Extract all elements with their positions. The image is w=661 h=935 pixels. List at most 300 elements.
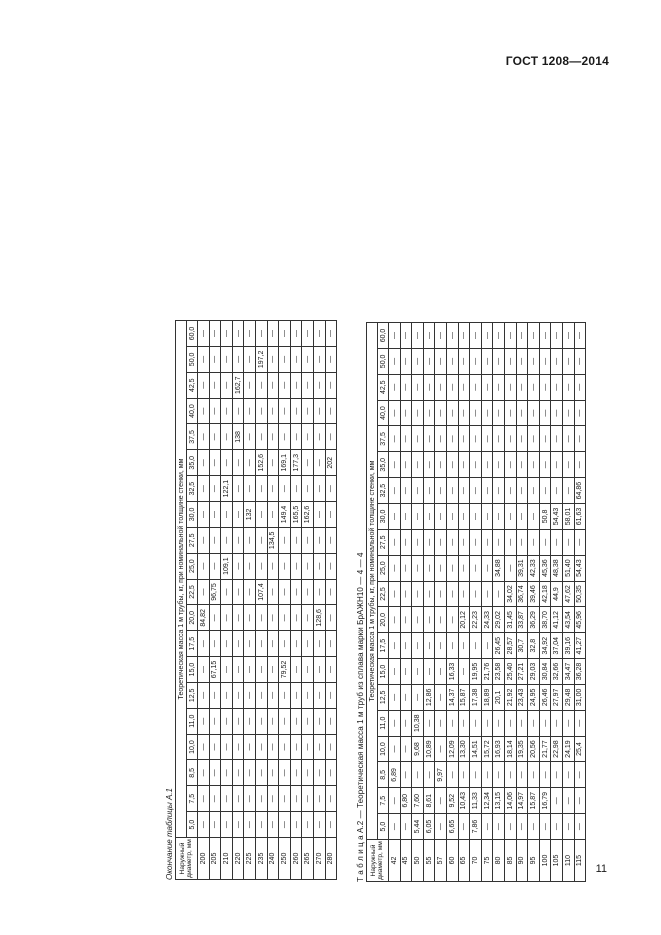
diameter-cell: 265 <box>302 838 314 880</box>
mass-cell: — <box>562 762 574 788</box>
mass-cell: — <box>423 400 435 426</box>
mass-cell: 6,65 <box>446 814 458 840</box>
mass-cell: — <box>412 348 424 374</box>
mass-cell: — <box>481 581 493 607</box>
table-row <box>221 321 233 880</box>
mass-cell: — <box>504 814 516 840</box>
mass-cell: — <box>435 607 447 633</box>
mass-cell: — <box>539 452 551 478</box>
mass-cell: — <box>516 400 528 426</box>
mass-cell: — <box>504 555 516 581</box>
mass-cell: — <box>504 710 516 736</box>
mass-cell: — <box>302 708 314 734</box>
thickness-column-header: 42,5 <box>187 372 198 398</box>
mass-cell: — <box>446 400 458 426</box>
table-row <box>481 323 493 882</box>
thickness-column-header: 25,0 <box>378 555 389 581</box>
mass-cell: — <box>435 478 447 504</box>
mass-cell: — <box>562 374 574 400</box>
mass-cell: — <box>267 372 279 398</box>
mass-cell: 162,7 <box>232 372 244 398</box>
mass-cell: 54,43 <box>574 555 586 581</box>
mass-cell: — <box>400 400 412 426</box>
mass-cell: — <box>458 426 470 452</box>
mass-cell: — <box>412 426 424 452</box>
mass-cell: — <box>198 760 210 786</box>
mass-cell: — <box>470 710 482 736</box>
thickness-column-header: 30,0 <box>378 504 389 530</box>
mass-cell: — <box>551 762 563 788</box>
mass-cell: 34,02 <box>504 581 516 607</box>
mass-cell: — <box>209 708 221 734</box>
mass-cell: — <box>198 372 210 398</box>
mass-cell: — <box>221 579 233 605</box>
mass-cell: — <box>412 581 424 607</box>
table-a1 <box>175 320 337 880</box>
mass-cell: — <box>313 760 325 786</box>
mass-cell: — <box>209 631 221 657</box>
mass-cell: 21,92 <box>504 684 516 710</box>
table-row <box>400 323 412 882</box>
table-row <box>446 323 458 882</box>
mass-cell: — <box>412 374 424 400</box>
diameter-cell: 95 <box>528 840 540 882</box>
mass-cell: — <box>400 736 412 762</box>
mass-cell: — <box>470 323 482 349</box>
mass-cell: — <box>209 760 221 786</box>
mass-cell: — <box>562 348 574 374</box>
mass-cell: — <box>504 400 516 426</box>
mass-cell: — <box>516 348 528 374</box>
diameter-cell: 50 <box>412 840 424 882</box>
mass-cell: — <box>279 760 291 786</box>
mass-cell: — <box>255 502 267 528</box>
mass-cell: 122,1 <box>221 476 233 502</box>
mass-cell: — <box>493 400 505 426</box>
mass-cell: — <box>551 814 563 840</box>
mass-cell: — <box>313 553 325 579</box>
mass-cell: 12,09 <box>446 736 458 762</box>
mass-cell: — <box>412 762 424 788</box>
mass-cell: — <box>400 452 412 478</box>
mass-cell: — <box>574 814 586 840</box>
mass-cell: — <box>574 710 586 736</box>
mass-cell: — <box>528 323 540 349</box>
diameter-cell: 205 <box>209 838 221 880</box>
diameter-cell: 65 <box>458 840 470 882</box>
mass-cell: — <box>232 579 244 605</box>
mass-cell: 7,86 <box>470 814 482 840</box>
mass-cell: — <box>423 529 435 555</box>
mass-cell: — <box>574 452 586 478</box>
mass-cell: 14,51 <box>470 736 482 762</box>
mass-cell: — <box>290 708 302 734</box>
mass-cell: — <box>400 426 412 452</box>
mass-cell: 22,23 <box>470 607 482 633</box>
mass-cell: — <box>302 631 314 657</box>
mass-cell: — <box>504 452 516 478</box>
mass-cell: — <box>493 814 505 840</box>
mass-cell: — <box>302 476 314 502</box>
mass-cell: — <box>423 710 435 736</box>
mass-cell: — <box>400 348 412 374</box>
mass-cell: — <box>551 529 563 555</box>
mass-cell: — <box>516 323 528 349</box>
table-row <box>302 321 314 880</box>
mass-cell: — <box>279 321 291 347</box>
mass-cell: — <box>221 760 233 786</box>
thickness-column-header: 10,0 <box>187 734 198 760</box>
thickness-column-header: 60,0 <box>187 321 198 347</box>
mass-cell: — <box>389 400 401 426</box>
mass-cell: — <box>267 734 279 760</box>
mass-cell: 50,8 <box>539 504 551 530</box>
mass-cell: 33,87 <box>516 607 528 633</box>
mass-cell: — <box>279 424 291 450</box>
mass-cell: — <box>209 398 221 424</box>
mass-cell: — <box>400 504 412 530</box>
mass-cell: — <box>551 426 563 452</box>
mass-cell: — <box>244 476 256 502</box>
diameter-cell: 115 <box>574 840 586 882</box>
table-row <box>267 321 279 880</box>
mass-cell: 11,33 <box>470 788 482 814</box>
mass-cell: — <box>470 426 482 452</box>
mass-cell: — <box>313 502 325 528</box>
mass-cell: — <box>221 527 233 553</box>
mass-cell: — <box>446 452 458 478</box>
mass-cell: — <box>458 478 470 504</box>
mass-cell: — <box>516 478 528 504</box>
mass-cell: — <box>209 527 221 553</box>
mass-cell: — <box>389 607 401 633</box>
mass-cell: — <box>446 633 458 659</box>
mass-cell: — <box>423 607 435 633</box>
mass-cell: 26,46 <box>539 684 551 710</box>
mass-cell: — <box>290 760 302 786</box>
mass-cell: — <box>302 760 314 786</box>
mass-cell: — <box>458 581 470 607</box>
mass-cell: — <box>279 346 291 372</box>
mass-cell: — <box>446 581 458 607</box>
mass-cell: — <box>244 527 256 553</box>
mass-cell: — <box>198 346 210 372</box>
mass-cell: — <box>279 579 291 605</box>
mass-cell: — <box>446 504 458 530</box>
mass-cell: 16,93 <box>493 736 505 762</box>
thickness-column-header: 5,0 <box>378 814 389 840</box>
mass-cell: — <box>446 762 458 788</box>
mass-cell: — <box>551 788 563 814</box>
mass-cell: — <box>423 478 435 504</box>
mass-cell: — <box>221 605 233 631</box>
mass-cell: — <box>325 812 337 838</box>
thickness-column-header: 22,5 <box>187 579 198 605</box>
thickness-column-header: 37,5 <box>187 424 198 450</box>
mass-cell: — <box>423 581 435 607</box>
mass-cell: — <box>313 398 325 424</box>
mass-cell: — <box>198 734 210 760</box>
mass-cell: 30,7 <box>516 633 528 659</box>
mass-cell: 67,15 <box>209 657 221 683</box>
mass-cell: — <box>325 631 337 657</box>
thickness-column-header: 42,5 <box>378 374 389 400</box>
diameter-cell: 250 <box>279 838 291 880</box>
mass-cell: — <box>539 400 551 426</box>
mass-cell: — <box>267 682 279 708</box>
mass-cell: — <box>389 504 401 530</box>
mass-cell: — <box>400 555 412 581</box>
mass-cell: — <box>290 786 302 812</box>
mass-cell: — <box>232 786 244 812</box>
mass-cell: — <box>400 607 412 633</box>
mass-cell: — <box>389 814 401 840</box>
mass-cell: — <box>435 529 447 555</box>
mass-cell: — <box>574 323 586 349</box>
mass-cell: — <box>279 708 291 734</box>
mass-cell: — <box>325 579 337 605</box>
mass-cell: — <box>435 814 447 840</box>
mass-cell: — <box>244 553 256 579</box>
mass-cell: — <box>302 450 314 476</box>
mass-cell: — <box>232 605 244 631</box>
mass-cell: — <box>458 374 470 400</box>
mass-cell: — <box>389 710 401 736</box>
mass-cell: — <box>458 633 470 659</box>
diameter-cell: 270 <box>313 838 325 880</box>
mass-cell: 64,86 <box>574 478 586 504</box>
mass-cell: — <box>313 527 325 553</box>
mass-cell: 29,02 <box>493 607 505 633</box>
mass-cell: — <box>423 504 435 530</box>
mass-cell: — <box>325 321 337 347</box>
mass-cell: 32,66 <box>551 659 563 685</box>
mass-cell: — <box>528 504 540 530</box>
mass-cell: — <box>290 631 302 657</box>
mass-cell: — <box>267 346 279 372</box>
mass-cell: — <box>528 814 540 840</box>
mass-cell: 15,87 <box>458 684 470 710</box>
mass-cell: — <box>302 657 314 683</box>
mass-cell: — <box>290 372 302 398</box>
mass-cell: 84,82 <box>198 605 210 631</box>
diameter-cell: 90 <box>516 840 528 882</box>
mass-cell: — <box>244 734 256 760</box>
mass-cell: — <box>389 555 401 581</box>
mass-cell: — <box>412 323 424 349</box>
mass-cell: — <box>244 786 256 812</box>
mass-cell: — <box>290 734 302 760</box>
mass-cell: 36,28 <box>574 659 586 685</box>
mass-cell: — <box>232 682 244 708</box>
mass-cell: — <box>221 682 233 708</box>
thickness-column-header: 20,0 <box>378 607 389 633</box>
thickness-column-header: 50,0 <box>187 346 198 372</box>
mass-cell: — <box>423 374 435 400</box>
mass-cell: — <box>446 607 458 633</box>
mass-cell: — <box>267 553 279 579</box>
mass-cell: — <box>267 502 279 528</box>
mass-cell: — <box>539 426 551 452</box>
mass-cell: — <box>244 579 256 605</box>
diameter-cell: 60 <box>446 840 458 882</box>
mass-cell: — <box>493 323 505 349</box>
mass-cell: — <box>267 631 279 657</box>
mass-cell: — <box>198 424 210 450</box>
mass-cell: — <box>244 321 256 347</box>
mass-cell: 7,60 <box>412 788 424 814</box>
mass-cell: — <box>290 553 302 579</box>
mass-cell: 39,46 <box>528 581 540 607</box>
diameter-cell: 75 <box>481 840 493 882</box>
mass-cell: — <box>267 760 279 786</box>
mass-cell: — <box>279 631 291 657</box>
mass-cell: — <box>504 504 516 530</box>
mass-cell: — <box>528 762 540 788</box>
thickness-column-header: 7,5 <box>187 786 198 812</box>
mass-cell: — <box>209 786 221 812</box>
table-row <box>232 321 244 880</box>
thickness-column-header: 37,5 <box>378 426 389 452</box>
mass-cell: — <box>539 762 551 788</box>
mass-cell: — <box>562 400 574 426</box>
mass-cell: — <box>198 450 210 476</box>
mass-cell: — <box>209 372 221 398</box>
mass-cell: — <box>539 323 551 349</box>
mass-cell: — <box>232 398 244 424</box>
mass-cell: 29,48 <box>562 684 574 710</box>
mass-cell: — <box>302 398 314 424</box>
table-row <box>470 323 482 882</box>
mass-cell: — <box>493 710 505 736</box>
mass-cell: — <box>244 812 256 838</box>
mass-cell: — <box>302 372 314 398</box>
mass-cell: — <box>198 682 210 708</box>
mass-cell: — <box>302 605 314 631</box>
mass-cell: — <box>539 529 551 555</box>
mass-cell: — <box>493 478 505 504</box>
mass-cell: — <box>267 579 279 605</box>
mass-cell: — <box>528 452 540 478</box>
mass-cell: — <box>516 710 528 736</box>
mass-cell: — <box>255 527 267 553</box>
diameter-cell: 260 <box>290 838 302 880</box>
mass-cell: — <box>389 426 401 452</box>
thickness-column-header: 8,5 <box>187 760 198 786</box>
mass-cell: — <box>255 372 267 398</box>
mass-cell: — <box>493 581 505 607</box>
diameter-cell: 240 <box>267 838 279 880</box>
diameter-cell: 80 <box>493 840 505 882</box>
mass-cell: — <box>470 478 482 504</box>
mass-cell: — <box>423 633 435 659</box>
mass-cell: — <box>325 372 337 398</box>
mass-cell: 36,74 <box>516 581 528 607</box>
thickness-column-header: 20,0 <box>187 605 198 631</box>
mass-cell: 25,4 <box>574 736 586 762</box>
mass-cell: — <box>389 478 401 504</box>
mass-cell: — <box>446 529 458 555</box>
table-row <box>435 323 447 882</box>
mass-cell: — <box>209 424 221 450</box>
mass-cell: — <box>470 633 482 659</box>
mass-cell: 45,96 <box>574 607 586 633</box>
mass-cell: — <box>198 631 210 657</box>
mass-cell: — <box>389 684 401 710</box>
mass-cell: — <box>244 682 256 708</box>
mass-cell: 50,35 <box>574 581 586 607</box>
mass-cell: — <box>221 786 233 812</box>
mass-cell: — <box>302 346 314 372</box>
mass-cell: — <box>389 633 401 659</box>
mass-cell: 30,84 <box>539 659 551 685</box>
mass-cell: — <box>232 527 244 553</box>
mass-cell: 19,35 <box>516 736 528 762</box>
mass-cell: — <box>267 450 279 476</box>
mass-cell: — <box>539 374 551 400</box>
mass-cell: — <box>412 684 424 710</box>
mass-cell: — <box>232 631 244 657</box>
mass-cell: — <box>279 553 291 579</box>
mass-cell: — <box>244 760 256 786</box>
mass-cell: 132 <box>244 502 256 528</box>
mass-cell: 51,40 <box>562 555 574 581</box>
mass-cell: 12,34 <box>481 788 493 814</box>
mass-cell: — <box>423 762 435 788</box>
mass-cell: — <box>313 372 325 398</box>
mass-cell: 12,86 <box>423 684 435 710</box>
mass-cell: 19,95 <box>470 659 482 685</box>
mass-cell: — <box>221 450 233 476</box>
mass-cell: — <box>470 452 482 478</box>
mass-cell: 24,33 <box>481 607 493 633</box>
mass-cell: — <box>198 579 210 605</box>
mass-cell: — <box>551 323 563 349</box>
mass-cell: 6,89 <box>389 762 401 788</box>
mass-cell: — <box>267 321 279 347</box>
mass-cell: — <box>325 605 337 631</box>
mass-cell: — <box>255 812 267 838</box>
mass-cell: — <box>458 814 470 840</box>
mass-cell: 34,47 <box>562 659 574 685</box>
mass-cell: — <box>528 710 540 736</box>
mass-cell: — <box>232 450 244 476</box>
mass-cell: — <box>493 762 505 788</box>
mass-cell: — <box>255 682 267 708</box>
table-a1-block <box>164 320 339 880</box>
mass-cell: — <box>267 424 279 450</box>
mass-cell: — <box>493 452 505 478</box>
mass-cell: — <box>412 400 424 426</box>
mass-cell: — <box>412 633 424 659</box>
mass-cell: — <box>325 553 337 579</box>
mass-cell: — <box>481 762 493 788</box>
table-row <box>458 323 470 882</box>
mass-cell: — <box>209 502 221 528</box>
mass-cell: — <box>504 374 516 400</box>
mass-cell: — <box>267 398 279 424</box>
mass-cell: 6,05 <box>423 814 435 840</box>
diameter-cell: 110 <box>562 840 574 882</box>
mass-cell: 20,1 <box>493 684 505 710</box>
mass-cell: 177,3 <box>290 450 302 476</box>
mass-cell: — <box>400 762 412 788</box>
mass-cell: — <box>400 684 412 710</box>
mass-cell: — <box>255 398 267 424</box>
diameter-header: Наружный диаметр, мм <box>367 840 389 882</box>
mass-cell: 48,38 <box>551 555 563 581</box>
mass-cell: — <box>325 682 337 708</box>
